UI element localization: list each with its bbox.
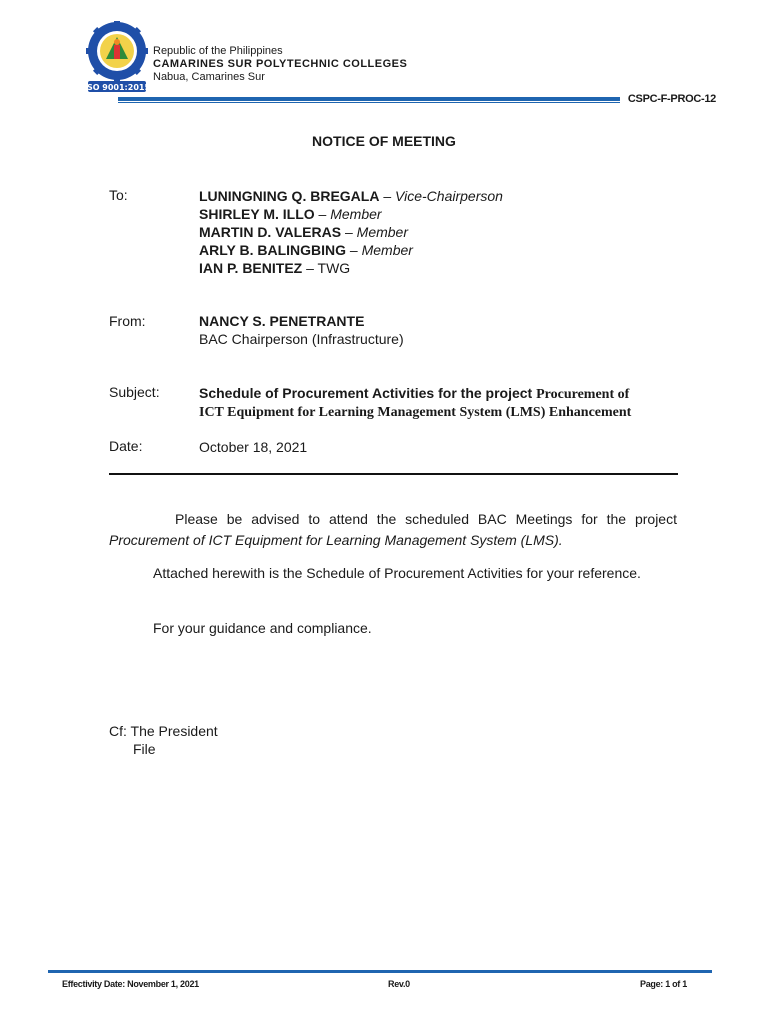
subject-text [199,384,679,422]
letterhead-country: Republic of the Philippines [153,45,283,57]
body-paragraph-3: For your guidance and compliance. [153,620,372,636]
recipient-list [199,187,503,277]
sender [199,312,404,348]
recipient-item [199,205,503,223]
date-label: Date: [109,438,143,454]
recipient-item [199,187,503,205]
date-value: October 18, 2021 [199,439,308,455]
college-logo [85,21,149,93]
from-label: From: [109,313,146,329]
cf-line-1: Cf: The President [109,723,218,739]
sender-position: BAC Chairperson (Infrastructure) [199,331,404,347]
subject-project-part1: Procurement of [536,387,630,402]
recipient-name: SHIRLEY M. ILLO [199,206,315,222]
form-code: CSPC-F-PROC-12 [627,93,716,105]
section-divider [109,473,678,475]
body-paragraph-2: Attached herewith is the Schedule of Procurement Activities for your reference. [153,565,641,581]
subject-lead: Schedule of Procurement Activities for the project [199,385,537,401]
subject-line-1 [199,384,679,404]
letterhead [153,45,407,84]
body-paragraph-1 [109,509,677,551]
copy-furnished [109,722,218,758]
subject-project-part2: ICT Equipment for Learning Management System (LMS) Enhancement [199,405,632,420]
letterhead-address: Nabua, Camarines Sur [153,71,265,83]
recipient-role: TWG [317,260,351,276]
subject-label: Subject: [109,384,160,400]
paragraph-1-project: Procurement of ICT Equipment for Learning Management System (LMS). [109,532,563,548]
recipient-separator: – [379,188,396,204]
header-rule [118,97,620,101]
recipient-item [199,223,503,241]
footer-page-number: Page: 1 of 1 [640,979,687,989]
recipient-separator: – [346,242,362,258]
gear-icon [86,21,148,82]
recipient-name: LUNINGNING Q. BREGALA [199,188,380,204]
recipient-separator: – [314,206,331,222]
to-label: To: [109,187,128,203]
recipient-item [199,241,503,259]
footer-rule [48,970,712,973]
letterhead-institution: CAMARINES SUR POLYTECHNIC COLLEGES [153,58,408,70]
footer-effectivity: Effectivity Date: November 1, 2021 [62,979,199,989]
recipient-role: Member [330,206,382,222]
recipient-separator: – [302,260,318,276]
recipient-role: Member [361,242,413,258]
header-rule-thin [118,102,620,103]
recipient-name: MARTIN D. VALERAS [199,224,342,240]
recipient-separator: – [341,224,357,240]
recipient-role: Vice-Chairperson [395,188,503,204]
footer-revision: Rev.0 [388,979,410,989]
recipient-role: Member [356,224,409,240]
paragraph-1-text: Please be advised to attend the scheduled BAC Meetings for the project [175,511,677,527]
logo-iso-text: ISO 9001:2015 [85,83,149,92]
sender-name: NANCY S. PENETRANTE [199,313,365,329]
recipient-name: IAN P. BENITEZ [199,260,303,276]
recipient-name: ARLY B. BALINGBING [199,242,347,258]
page-title: NOTICE OF MEETING [312,133,456,149]
recipient-item [199,259,503,277]
cf-line-2: File [133,741,156,757]
